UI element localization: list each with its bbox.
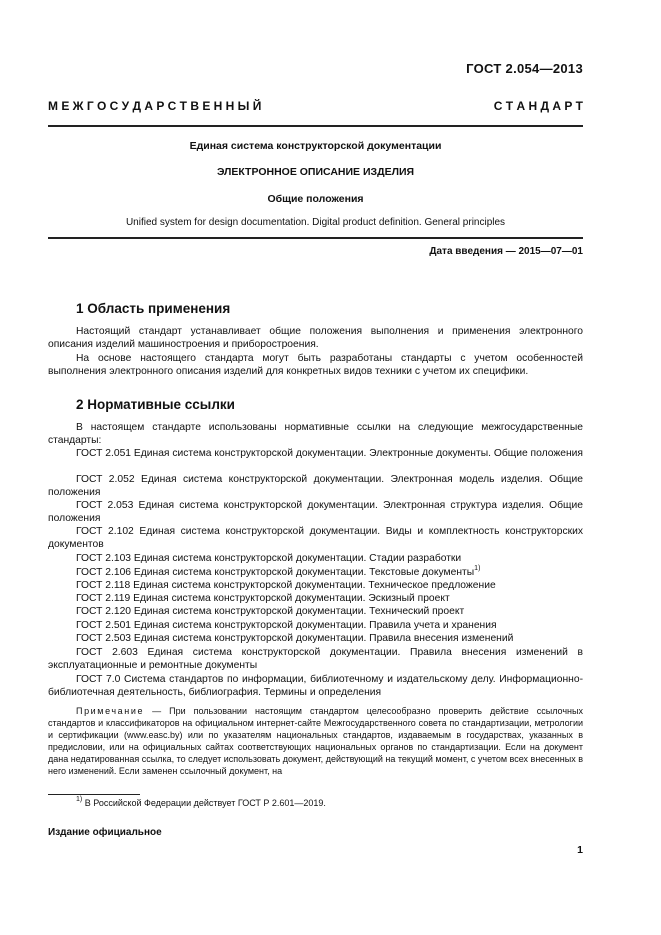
reference-item: ГОСТ 2.103 Единая система конструкторской документации. Стадии разработки xyxy=(76,553,462,564)
interstate-standard-banner xyxy=(48,99,583,113)
reference-item: ГОСТ 2.102 Единая система конструкторской документации. Виды и комплектность конструкторских документов xyxy=(48,526,583,550)
reference-item: ГОСТ 2.118 Единая система конструкторской документации. Техническое предложение xyxy=(76,580,496,591)
section-1-paragraph-1: Настоящий стандарт устанавливает общие положения выполнения и применения электронного описания изделий машиностроения и приборостроения. xyxy=(48,326,583,350)
series-title: Единая система конструкторской документации xyxy=(189,140,442,152)
banner-left: М Е Ж Г О С У Д А Р С Т В Е Н Н Ы Й xyxy=(48,99,262,113)
note-text: — При пользовании настоящим стандартом целесообразно проверить действие ссылочных стандартов и классификаторов на официальном интернет-сайте Межгосударственного совета по стандартизации, метрологии и сертификации (www.easc.by) или по указателям национальных стандартов, издаваемым в государствах, указанных в предисловии, или на официальных сайтах соответствующих национальных органов по стандартизации. Если на документ дана недатированная ссылка, то следует использовать документ, действующий на текущий момент, с учетом всех внесенных в него изменений. Если заменен ссылочный документ, на xyxy=(48,706,583,776)
section-1-paragraph-2: На основе настоящего стандарта могут быть разработаны стандарты с учетом особенностей выполнения электронного описания изделий для конкретных видов техники с учетом их специфики. xyxy=(48,353,583,377)
section-2-heading: 2 Нормативные ссылки xyxy=(76,397,235,412)
reference-text: ГОСТ 2.106 Единая система конструкторской документации. Текстовые документы xyxy=(76,567,475,578)
document-subtitle: Общие положения xyxy=(267,193,364,205)
official-edition-label: Издание официальное xyxy=(48,827,162,838)
reference-item: ГОСТ 2.119 Единая система конструкторской документации. Эскизный проект xyxy=(76,593,450,604)
header-rule-bottom xyxy=(48,237,583,239)
reference-item: ГОСТ 2.051 Единая система конструкторской документации. Электронные документы. Общие положения xyxy=(76,448,583,459)
note-label: Примечание xyxy=(76,706,145,716)
footnote-rule xyxy=(48,794,140,795)
header-rule-top xyxy=(48,125,583,127)
document-title: ЭЛЕКТРОННОЕ ОПИСАНИЕ ИЗДЕЛИЯ xyxy=(216,166,415,178)
banner-right: С Т А Н Д А Р Т xyxy=(493,99,583,113)
reference-item: ГОСТ 2.603 Единая система конструкторской документации. Правила внесения изменений в эксплуатационные и ремонтные документы xyxy=(48,647,583,671)
reference-item: ГОСТ 2.501 Единая система конструкторской документации. Правила учета и хранения xyxy=(76,620,497,631)
reference-item: ГОСТ 2.053 Единая система конструкторской документации. Электронная структура изделия. Общие положения xyxy=(48,500,583,524)
footnote-text: В Российской Федерации действует ГОСТ Р 2.601—2019. xyxy=(82,798,326,808)
reference-item: ГОСТ 2.052 Единая система конструкторской документации. Электронная модель изделия. Общие положения xyxy=(48,474,583,498)
normative-note xyxy=(48,705,583,777)
footnote-mark: 1) xyxy=(474,565,481,572)
section-2-intro: В настоящем стандарте использованы нормативные ссылки на следующие межгосударственные стандарты: xyxy=(48,422,583,446)
reference-item-with-footnote xyxy=(48,566,583,579)
page-number: 1 xyxy=(577,844,583,856)
reference-item: ГОСТ 2.120 Единая система конструкторской документации. Технический проект xyxy=(76,606,465,617)
reference-item: ГОСТ 7.0 Система стандартов по информации, библиотечному и издательскому делу. Информационно-библиотечная деятельность, библиография. Термины и определения xyxy=(48,674,583,698)
footnote xyxy=(76,798,326,808)
reference-item: ГОСТ 2.503 Единая система конструкторской документации. Правила внесения изменений xyxy=(76,633,514,644)
section-1-heading: 1 Область применения xyxy=(76,301,231,316)
document-number: ГОСТ 2.054—2013 xyxy=(466,61,583,76)
introduction-date: Дата введения — 2015—07—01 xyxy=(429,246,583,257)
english-title: Unified system for design documentation. Digital product definition. General principles xyxy=(125,217,506,228)
footnote-mark: 1) xyxy=(76,796,83,803)
